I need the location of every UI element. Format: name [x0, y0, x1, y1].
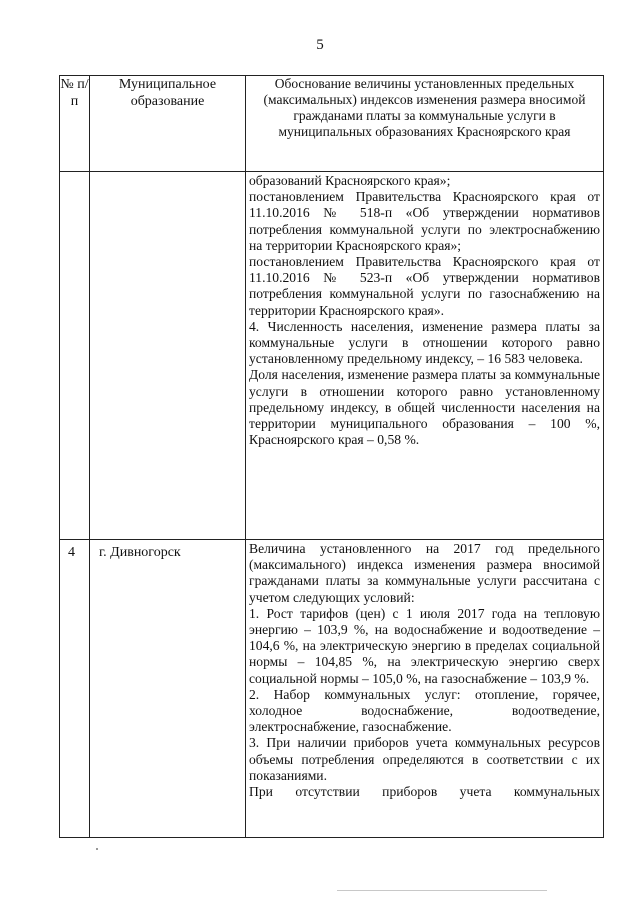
paragraph: 1. Рост тарифов (цен) с 1 июля 2017 года на тепловую энергию – 103,9 %, на водоснабжение и водоотведение – 104,6 %, на электрическую энергию в пределах социальной нормы – 104,85 %, на электрическую энергию сверх социальной нормы – 105,0 %, на газоснабжение – 103,9 %.	[249, 605, 600, 686]
page-number: 5	[316, 37, 324, 53]
scan-line	[337, 890, 547, 891]
paragraph: 2. Набор коммунальных услуг: отопление, горячее, холодное водоснабжение, водоотведение, электроснабжение, газоснабжение.	[249, 686, 600, 735]
table-header-row	[60, 76, 604, 172]
row-municipality	[90, 172, 246, 540]
row-municipality: г. Дивногорск	[90, 540, 246, 838]
table-row	[60, 172, 604, 540]
paragraph: При отсутствии приборов учета коммунальных	[249, 784, 600, 800]
header-num: № п/п	[60, 76, 90, 172]
table-row	[60, 540, 604, 838]
row-justification	[246, 540, 604, 838]
header-justification: Обоснование величины установленных предельных (максимальных) индексов изменения размера вносимой гражданами платы за коммунальные услуги в муниципальных образованиях Красноярского края	[246, 76, 604, 172]
paragraph: 3. При наличии приборов учета коммунальных ресурсов объемы потребления определяются в соответствии с их показаниями.	[249, 735, 600, 783]
row-num: 4	[60, 540, 90, 838]
row-justification	[246, 172, 604, 540]
scan-speck	[96, 848, 98, 850]
paragraph: образований Красноярского края»;	[249, 173, 451, 188]
paragraph: Доля населения, изменение размера платы за коммунальные услуги в отношении которого равно установленному предельному индексу, в общей численности населения на территории муниципального образования – 100 %, Красноярского края – 0,58 %.	[249, 367, 600, 448]
paragraph: постановлением Правительства Красноярского края от 11.10.2016 № 523-п «Об утверждении нормативов потребления коммунальной услуги по газоснабжению на территории Красноярского края».	[249, 254, 600, 318]
paragraph: постановлением Правительства Красноярского края от 11.10.2016 № 518-п «Об утверждении нормативов потребления коммунальной услуги по электроснабжению на территории Красноярского края»;	[249, 189, 600, 253]
paragraph: 4. Численность населения, изменение размера платы за коммунальные услуги в отношении которого равно установленному предельному индексу, – 16 583 человека.	[249, 318, 600, 367]
header-municipality: Муниципальное образование	[90, 76, 246, 172]
justification-table	[59, 75, 604, 838]
paragraph: Величина установленного на 2017 год предельного (максимального) индекса изменения размера вносимой гражданами платы за коммунальные услуги рассчитана с учетом следующих условий:	[249, 541, 600, 605]
row-num	[60, 172, 90, 540]
